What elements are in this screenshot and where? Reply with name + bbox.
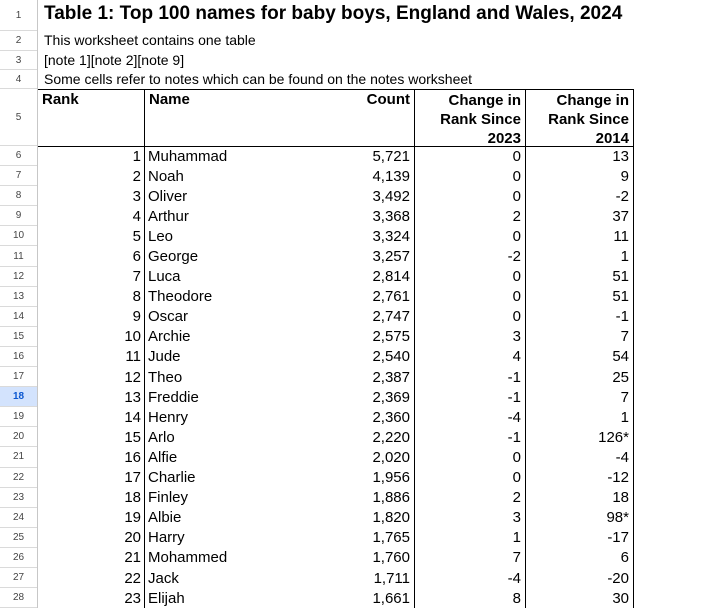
cell-rank[interactable]: 20 (124, 529, 141, 547)
cell-name[interactable]: Freddie (144, 387, 260, 407)
cell-change-2014[interactable]: 6 (525, 548, 634, 568)
cell-change-2023[interactable]: 0 (414, 146, 525, 166)
worksheet-grid (38, 0, 707, 608)
cell-count[interactable]: 2,020 (372, 448, 410, 466)
table-row (38, 146, 707, 166)
table-row (38, 548, 707, 568)
header-rank[interactable]: Rank (38, 89, 144, 146)
cell-change-2023[interactable]: 7 (414, 548, 525, 568)
cell-change-2014[interactable]: 126* (525, 427, 634, 447)
cell-change-2014[interactable]: 11 (525, 226, 634, 246)
table-row (38, 367, 707, 387)
cell-name[interactable]: Leo (144, 226, 260, 246)
table-row (38, 327, 707, 347)
cell-count[interactable]: 1,760 (372, 549, 410, 567)
row-number[interactable]: 28 (0, 588, 37, 608)
header-count[interactable]: Count (260, 89, 414, 146)
cell-count[interactable]: 2,540 (372, 348, 410, 366)
cell-change-2023[interactable]: 8 (414, 588, 525, 608)
header-name[interactable]: Name (144, 89, 260, 146)
row-number[interactable]: 25 (0, 528, 37, 548)
cell-change-2023[interactable]: 2 (414, 488, 525, 508)
cell-count[interactable]: 3,492 (372, 187, 410, 205)
table-row (38, 427, 707, 447)
table-row (38, 267, 707, 287)
cell-name[interactable]: George (144, 246, 260, 266)
cell-count[interactable]: 1,711 (373, 569, 410, 587)
cell-count[interactable]: 1,765 (372, 529, 410, 547)
cell-count[interactable]: 2,814 (372, 268, 410, 286)
cell-rank[interactable]: 9 (132, 308, 141, 326)
notes-info-row[interactable] (38, 70, 707, 89)
cell-change-2014[interactable]: 7 (525, 387, 634, 407)
cell-rank[interactable]: 12 (124, 368, 141, 386)
cell-count[interactable]: 1,661 (372, 589, 410, 607)
table-row (38, 226, 707, 246)
cell-change-2014[interactable]: 25 (525, 367, 634, 387)
title-row[interactable] (38, 0, 707, 31)
cell-change-2014[interactable]: 37 (525, 206, 634, 226)
cell-name[interactable]: Henry (144, 407, 260, 427)
cell-name[interactable]: Muhammad (144, 146, 260, 166)
notes-reference: [note 1][note 2][note 9] (44, 52, 185, 68)
cell-change-2014[interactable]: 54 (525, 347, 634, 367)
table-row (38, 387, 707, 407)
row-number[interactable]: 18 (0, 387, 37, 407)
table-header-row (38, 89, 707, 146)
cell-count[interactable]: 1,886 (372, 489, 410, 507)
table-row (38, 488, 707, 508)
cell-change-2023[interactable]: 0 (414, 226, 525, 246)
table-row (38, 287, 707, 307)
header-change-2014[interactable]: Change in Rank Since 2014 (525, 89, 634, 146)
cell-count[interactable]: 2,369 (372, 388, 410, 406)
cell-rank[interactable]: 17 (124, 469, 141, 487)
row-number-gutter (0, 0, 38, 608)
cell-change-2014[interactable]: 7 (525, 327, 634, 347)
cell-change-2023[interactable]: -1 (414, 367, 525, 387)
table-row (38, 447, 707, 467)
cell-count[interactable]: 1,956 (372, 469, 410, 487)
cell-count[interactable]: 2,747 (372, 308, 410, 326)
cell-count[interactable]: 2,220 (372, 428, 410, 446)
cell-count[interactable]: 2,575 (372, 328, 410, 346)
cell-change-2023[interactable]: -4 (414, 568, 525, 588)
row-number[interactable]: 14 (0, 307, 37, 327)
cell-rank[interactable]: 16 (124, 448, 141, 466)
cell-rank[interactable]: 11 (125, 348, 141, 366)
table-row (38, 568, 707, 588)
row-number[interactable]: 23 (0, 488, 37, 508)
cell-name[interactable]: Arthur (144, 206, 260, 226)
table-row (38, 528, 707, 548)
cell-change-2023[interactable]: 0 (414, 287, 525, 307)
cell-count[interactable]: 3,368 (372, 207, 410, 225)
cell-change-2014[interactable]: 1 (525, 407, 634, 427)
row-number[interactable]: 22 (0, 468, 37, 488)
cell-count[interactable]: 4,139 (372, 167, 410, 185)
cell-change-2014[interactable]: 51 (525, 267, 634, 287)
cell-rank[interactable]: 22 (124, 569, 141, 587)
row-number[interactable]: 26 (0, 548, 37, 568)
cell-count[interactable]: 5,721 (260, 146, 414, 166)
cell-rank[interactable]: 10 (124, 328, 141, 346)
cell-change-2014[interactable]: 9 (525, 166, 634, 186)
table-row (38, 347, 707, 367)
cell-rank[interactable]: 2 (132, 167, 141, 185)
cell-name[interactable]: Noah (144, 166, 260, 186)
description-row[interactable] (38, 31, 707, 51)
cell-name[interactable]: Jude (144, 347, 260, 367)
row-number[interactable]: 20 (0, 427, 37, 447)
cell-change-2023[interactable]: 0 (414, 267, 525, 287)
table-row (38, 407, 707, 427)
cell-name[interactable]: Oscar (144, 307, 260, 327)
cell-change-2023[interactable]: 0 (414, 166, 525, 186)
cell-name[interactable]: Finley (144, 488, 260, 508)
row-number[interactable]: 7 (0, 166, 37, 186)
table-row (38, 166, 707, 186)
cell-count[interactable]: 3,257 (372, 248, 410, 266)
cell-change-2014[interactable]: -12 (525, 468, 634, 488)
row-number[interactable]: 21 (0, 447, 37, 467)
cell-rank[interactable]: 7 (132, 268, 141, 286)
cell-change-2023[interactable]: -4 (414, 407, 525, 427)
row-number[interactable]: 12 (0, 267, 37, 287)
cell-rank[interactable]: 6 (132, 248, 141, 266)
cell-name[interactable]: Alfie (144, 447, 260, 467)
cell-rank[interactable]: 18 (124, 489, 141, 507)
cell-rank[interactable]: 1 (38, 146, 144, 166)
header-change-2023[interactable]: Change in Rank Since 2023 (414, 89, 525, 146)
notes-ref-row[interactable] (38, 51, 707, 70)
row-number[interactable]: 8 (0, 186, 37, 206)
cell-change-2014[interactable]: -1 (525, 307, 634, 327)
cell-change-2023[interactable]: -1 (414, 387, 525, 407)
worksheet-description: This worksheet contains one table (44, 32, 256, 48)
cell-change-2023[interactable]: -2 (414, 246, 525, 266)
table-title: Table 1: Top 100 names for baby boys, England and Wales, 2024 (44, 3, 623, 24)
cell-change-2023[interactable]: 0 (414, 468, 525, 488)
cell-name[interactable]: Jack (144, 568, 260, 588)
cell-change-2014[interactable]: 51 (525, 287, 634, 307)
cell-count[interactable]: 2,387 (372, 368, 410, 386)
row-number[interactable]: 15 (0, 327, 37, 347)
cell-name[interactable]: Arlo (144, 427, 260, 447)
cell-change-2023[interactable]: 1 (414, 528, 525, 548)
cell-change-2023[interactable]: 0 (414, 447, 525, 467)
table-row (38, 206, 707, 226)
row-number[interactable]: 4 (0, 70, 37, 89)
cell-rank[interactable]: 5 (132, 227, 141, 245)
cell-name[interactable]: Theo (144, 367, 260, 387)
cell-name[interactable]: Elijah (144, 588, 260, 608)
cell-rank[interactable]: 3 (132, 187, 141, 205)
row-number[interactable]: 6 (0, 146, 37, 166)
cell-rank[interactable]: 4 (132, 207, 141, 225)
cell-rank[interactable]: 8 (132, 288, 141, 306)
cell-count[interactable]: 2,360 (372, 408, 410, 426)
cell-rank[interactable]: 14 (124, 408, 141, 426)
cell-change-2014[interactable]: 13 (525, 146, 634, 166)
cell-name[interactable]: Theodore (144, 287, 260, 307)
row-number[interactable]: 11 (0, 246, 37, 266)
cell-rank[interactable]: 21 (124, 549, 141, 567)
row-number[interactable]: 19 (0, 407, 37, 427)
table-row (38, 246, 707, 266)
cell-change-2023[interactable]: 3 (414, 327, 525, 347)
cell-rank[interactable]: 23 (124, 589, 141, 607)
row-number[interactable]: 27 (0, 568, 37, 588)
row-number[interactable]: 24 (0, 508, 37, 528)
cell-name[interactable]: Harry (144, 528, 260, 548)
row-number[interactable]: 1 (0, 0, 37, 31)
row-number[interactable]: 10 (0, 226, 37, 246)
cell-change-2014[interactable]: 30 (525, 588, 634, 608)
cell-change-2014[interactable]: 1 (525, 246, 634, 266)
table-row (38, 588, 707, 608)
table-row (38, 508, 707, 528)
cell-change-2014[interactable]: -17 (525, 528, 634, 548)
notes-info: Some cells refer to notes which can be found on the notes worksheet (44, 71, 473, 87)
row-number[interactable]: 9 (0, 206, 37, 226)
table-row (38, 186, 707, 206)
row-number[interactable]: 17 (0, 367, 37, 387)
cell-name[interactable]: Albie (144, 508, 260, 528)
cell-name[interactable]: Luca (144, 267, 260, 287)
cell-change-2014[interactable]: 98* (525, 508, 634, 528)
table-row (38, 307, 707, 327)
cell-name[interactable]: Charlie (144, 468, 260, 488)
cell-name[interactable]: Archie (144, 327, 260, 347)
cell-rank[interactable]: 15 (124, 428, 141, 446)
cell-change-2023[interactable]: 4 (414, 347, 525, 367)
cell-change-2014[interactable]: -4 (525, 447, 634, 467)
cell-change-2023[interactable]: 0 (414, 186, 525, 206)
row-number[interactable]: 5 (0, 89, 37, 146)
cell-change-2023[interactable]: 3 (414, 508, 525, 528)
row-number[interactable]: 2 (0, 31, 37, 51)
row-number[interactable]: 13 (0, 287, 37, 307)
cell-change-2023[interactable]: 0 (414, 307, 525, 327)
cell-change-2014[interactable]: 18 (525, 488, 634, 508)
cell-change-2023[interactable]: -1 (414, 427, 525, 447)
cell-change-2023[interactable]: 2 (414, 206, 525, 226)
cell-change-2014[interactable]: -20 (525, 568, 634, 588)
cell-change-2014[interactable]: -2 (525, 186, 634, 206)
cell-name[interactable]: Oliver (144, 186, 260, 206)
cell-name[interactable]: Mohammed (144, 548, 260, 568)
cell-rank[interactable]: 13 (124, 388, 141, 406)
cell-rank[interactable]: 19 (124, 509, 141, 527)
cell-count[interactable]: 2,761 (372, 288, 410, 306)
row-number[interactable]: 16 (0, 347, 37, 367)
cell-count[interactable]: 1,820 (372, 509, 410, 527)
table-body (38, 146, 707, 608)
table-row (38, 468, 707, 488)
cell-count[interactable]: 3,324 (372, 227, 410, 245)
row-number[interactable]: 3 (0, 51, 37, 70)
